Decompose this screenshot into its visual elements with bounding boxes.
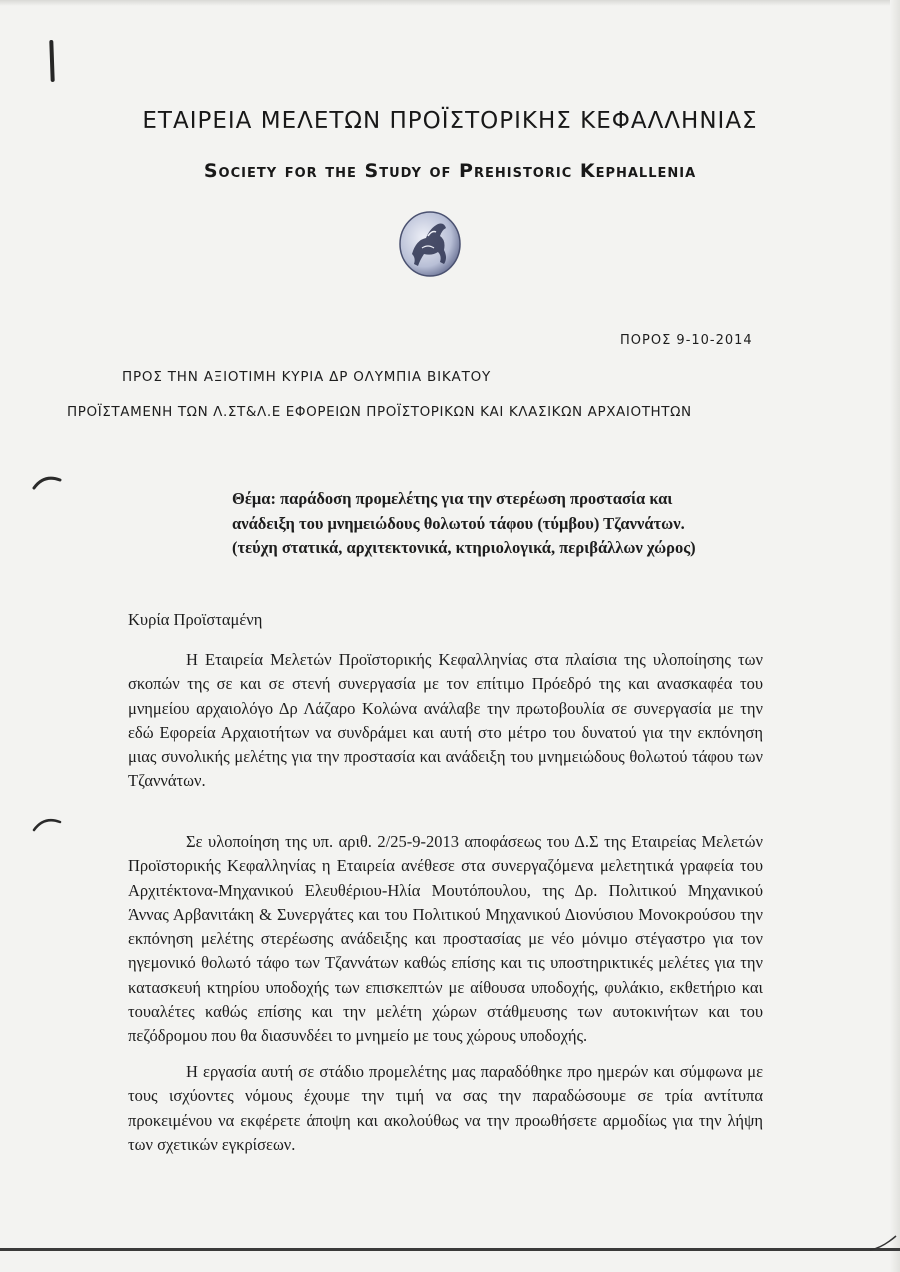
punch-hole-mark-top	[30, 470, 66, 492]
page-bottom-rule	[0, 1248, 900, 1251]
subject-line: Θέμα: παράδοση προμελέτης για την στερέωση προστασία και	[232, 489, 673, 508]
scan-edge-top	[0, 0, 900, 6]
pen-mark	[49, 40, 54, 82]
punch-hole-mark-bottom	[30, 812, 66, 834]
recipient-name: ΠΡΟΣ ΤΗΝ ΑΞΙΟΤΙΜΗ ΚΥΡΙΑ ΔΡ ΟΛΥΜΠΙΑ ΒΙΚΑΤΟΥ	[122, 369, 492, 385]
subject-block	[232, 487, 792, 561]
body-paragraph-1: Η Εταιρεία Μελετών Προϊστορικής Κεφαλληνίας στα πλαίσια της υλοποίησης των σκοπών της σε και σε στενή συνεργασία με τον επίτιμο Πρόεδρό της και ανασκαφέα του μνημείου αρχαιολόγο Δρ Λάζαρο Κολώνα ανάλαβε την πρωτοβουλία σε συνεργασία με την εδώ Εφορεία Αρχαιοτήτων να συνδράμει και αυτή στο μέτρο του δυνατού για την εκπόνηση μιας συνολικής μελέτης για την προστασία και ανάδειξη του μνημειώδους θολωτού τάφου των Τζαννάτων.	[128, 650, 763, 791]
date-line: ΠΟΡΟΣ 9-10-2014	[620, 333, 753, 348]
horse-seal-icon	[398, 210, 462, 278]
body-paragraph-3: Η εργασία αυτή σε στάδιο προμελέτης μας παραδόθηκε προ ημερών και σύμφωνα με τους ισχύοντες νόμους έχουμε την τιμή να σας την παραδώσουμε σε τρία αντίτυπα προκειμένου να εκφέρετε άποψη και ακολούθως να την προωθήσετε αρμοδίως για την λήψη των σχετικών εγκρίσεων.	[128, 1062, 763, 1154]
subject-line: ανάδειξη του μνημειώδους θολωτού τάφου (τύμβου) Τζαννάτων.	[232, 513, 685, 533]
subject-line: (τεύχη στατικά, αρχιτεκτονικά, κτηριολογικά, περιβάλλων χώρος)	[232, 538, 696, 557]
salutation: Κυρία Προϊσταμένη	[128, 610, 263, 629]
society-title-english: Society for the Study of Prehistoric Kephallenia	[203, 160, 697, 182]
pen-stroke-mark	[868, 1232, 898, 1254]
recipient-title: ΠΡΟΪΣΤΑΜΕΝΗ ΤΩΝ Λ.ΣΤ&Λ.Ε ΕΦΟΡΕΙΩΝ ΠΡΟΪΣΤΟΡΙΚΩΝ ΚΑΙ ΚΛΑΣΙΚΩΝ ΑΡΧΑΙΟΤΗΤΩΝ	[67, 404, 692, 420]
society-title-greek: ΕΤΑΙΡΕΙΑ ΜΕΛΕΤΩΝ ΠΡΟΪΣΤΟΡΙΚΗΣ ΚΕΦΑΛΛΗΝΙΑΣ	[142, 108, 758, 134]
scan-edge-right	[890, 0, 900, 1272]
body-paragraph-2: Σε υλοποίηση της υπ. αριθ. 2/25-9-2013 αποφάσεως του Δ.Σ της Εταιρείας Μελετών Προϊστορικής Κεφαλληνίας η Εταιρεία ανέθεσε στα συνεργαζόμενα μελετητικά γραφεία του Αρχιτέκτονα-Μηχανικού Ελευθέριου-Ηλία Μουτόπουλου, της Δρ. Πολιτικού Μηχανικού Άννας Αρβανιτάκη & Συνεργάτες και του Πολιτικού Μηχανικού Διονύσιου Μονοκρούσου την εκπόνηση μελέτης στερέωσης ανάδειξης και προστασίας με νέο μόνιμο στέγαστρο για τον ηγεμονικό θολωτό τάφο των Τζαννάτων καθώς επίσης και τις υποστηρικτικές μελέτες για την κατασκευή κτηρίου υποδοχής των επισκεπτών με αίθουσα υποδοχής, φυλάκιο, εκθετήριο και τουαλέτες καθώς επίσης και την μελέτη χώρων στάθμευσης των αυτοκινήτων και του πεζόδρομου που θα διασυνδέει το μνημείο με τους χώρους υποδοχής.	[128, 832, 763, 1046]
